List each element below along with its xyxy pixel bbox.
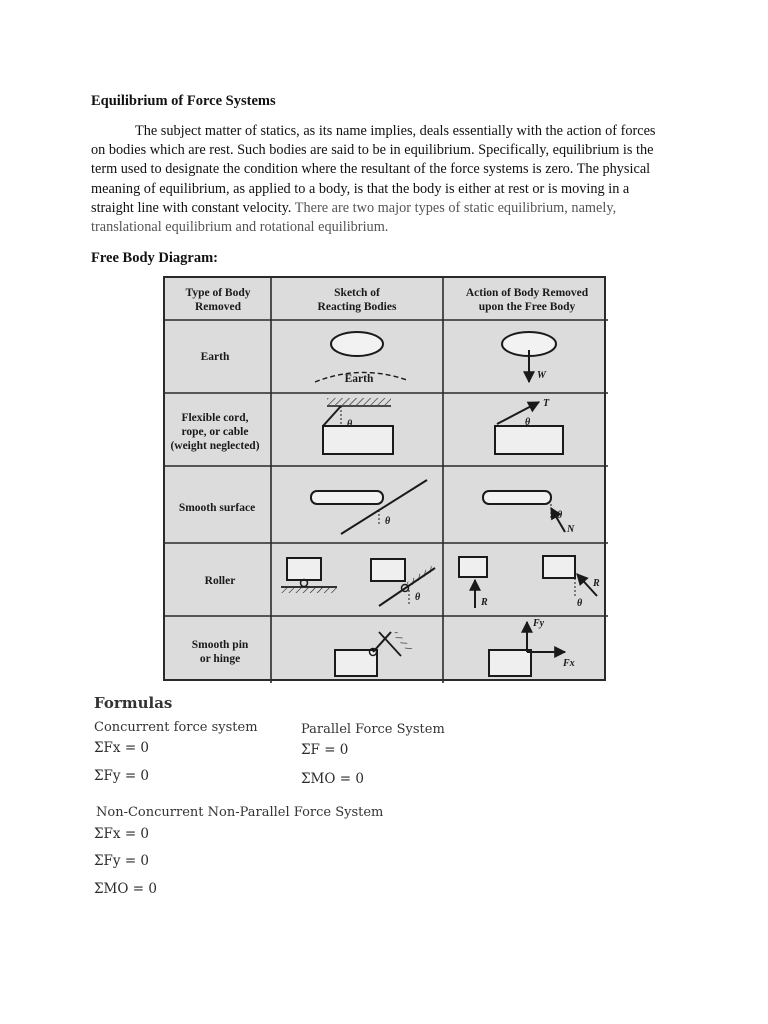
header-action-line-1: Action of Body Removed xyxy=(465,287,589,299)
pin-action xyxy=(489,618,575,676)
roller-reaction-label-2: R xyxy=(593,578,600,589)
roller-action-flat xyxy=(459,557,488,608)
cord-sketch-angle: θ xyxy=(347,419,353,430)
row-cord-type-1: Flexible cord, xyxy=(181,412,249,424)
header-type-line-2: Removed xyxy=(195,301,241,313)
force-y-label: Fy xyxy=(533,618,545,629)
row-earth-type: Earth xyxy=(200,351,230,363)
nonconcurrent-eq-mo: ΣMO = 0 xyxy=(94,881,157,897)
header-action-line-2: upon the Free Body xyxy=(478,301,576,313)
parallel-title: Parallel Force System xyxy=(301,722,445,737)
intro-paragraph xyxy=(91,122,661,237)
free-body-diagram-table xyxy=(163,276,606,681)
row-pin-type-2: or hinge xyxy=(199,653,241,665)
roller-reaction-label-1: R xyxy=(481,597,488,608)
smooth-sketch-angle: θ xyxy=(385,516,391,527)
normal-label: N xyxy=(567,524,575,535)
row-cord-type-3: (weight neglected) xyxy=(170,440,260,452)
roller-sketch-angle: θ xyxy=(415,592,421,603)
nonconcurrent-title: Non-Concurrent Non-Parallel Force System xyxy=(96,805,384,820)
paragraph-main: The subject matter of statics, as its name implies, deals essentially with the action of forces on bodies which are rest. Such bodies are said to be in equilibrium. Specifically, equilibrium is the term used to designate the condition where the resultant of the force systems is zero. The physical meaning of equilibrium, as applied to a body, is that the body is either at rest or is moving in a straight line with constant velocity. xyxy=(91,123,656,216)
cord-action-angle: θ xyxy=(525,417,531,428)
weight-label: W xyxy=(537,370,546,381)
earth-action xyxy=(502,332,556,382)
force-x-label: Fx xyxy=(563,658,575,669)
page-heading: Equilibrium of Force Systems xyxy=(91,93,276,109)
row-roller-type: Roller xyxy=(204,575,236,587)
parallel-eq-mo: ΣMO = 0 xyxy=(301,771,364,787)
tension-label: T xyxy=(543,398,550,409)
earth-sketch-label: Earth xyxy=(344,373,374,385)
free-body-diagram-svg xyxy=(165,278,608,683)
smooth-surface-action xyxy=(483,491,575,535)
cord-sketch xyxy=(323,398,393,454)
header-sketch-line-2: Reacting Bodies xyxy=(317,301,397,313)
free-body-diagram-heading: Free Body Diagram: xyxy=(91,250,218,266)
concurrent-eq-fy: ΣFy = 0 xyxy=(94,768,150,784)
paragraph-muted: There are two major types of static equilibrium, namely, translational equilibrium and rotational equilibrium. xyxy=(91,199,617,236)
smooth-action-angle: θ xyxy=(557,510,563,521)
row-pin-type-1: Smooth pin xyxy=(191,639,249,651)
row-smooth-surface-type: Smooth surface xyxy=(178,502,256,514)
parallel-eq-f: ΣF = 0 xyxy=(301,742,349,758)
header-type-line-1: Type of Body xyxy=(185,287,251,299)
roller-action-angle: θ xyxy=(577,598,583,609)
smooth-surface-sketch xyxy=(311,480,427,534)
cord-action xyxy=(495,398,563,454)
roller-sketch-incline xyxy=(371,559,435,606)
concurrent-eq-fx: ΣFx = 0 xyxy=(94,740,150,756)
roller-action-incline xyxy=(543,556,600,609)
pin-sketch xyxy=(335,631,412,676)
nonconcurrent-eq-fx: ΣFx = 0 xyxy=(94,826,150,842)
header-sketch-line-1: Sketch of xyxy=(334,287,380,299)
nonconcurrent-eq-fy: ΣFy = 0 xyxy=(94,853,150,869)
formulas-title: Formulas xyxy=(94,694,173,712)
row-cord-type-2: rope, or cable xyxy=(181,426,249,438)
earth-sketch xyxy=(315,332,407,385)
roller-sketch-flat xyxy=(281,558,337,593)
concurrent-title: Concurrent force system xyxy=(94,720,258,735)
